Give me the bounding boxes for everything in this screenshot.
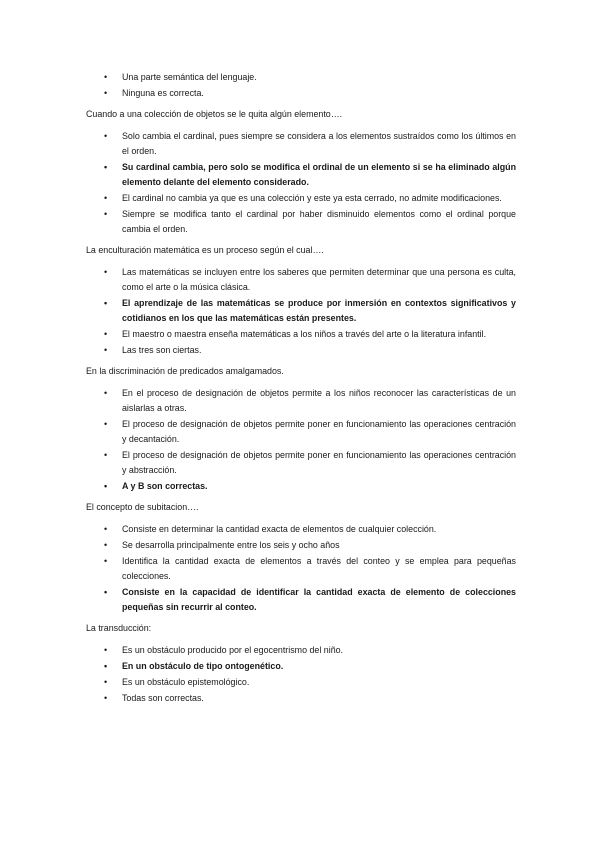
answer-option — [86, 296, 516, 326]
answer-option-text: Solo cambia el cardinal, pues siempre se considera a los elementos sustraídos como los últimos en el orden. — [122, 131, 516, 156]
question-prompt: Cuando a una colección de objetos se le quita algún elemento…. — [86, 109, 343, 119]
bullet-icon: • — [104, 131, 108, 141]
answer-option-text: Siempre se modifica tanto el cardinal por haber disminuido elementos como el ordinal porque cambia el orden. — [122, 209, 516, 234]
bullet-icon: • — [104, 645, 108, 655]
answer-list — [86, 522, 516, 615]
answer-option — [86, 343, 516, 358]
answer-option-text: El cardinal no cambia ya que es una colección y este ya esta cerrado, no admite modificaciones. — [122, 193, 502, 203]
bullet-icon: • — [104, 298, 108, 308]
answer-option-text: El proceso de designación de objetos permite poner en funcionamiento las operaciones centración y abstracción. — [122, 450, 516, 475]
question-prompt: La transducción: — [86, 623, 152, 633]
bullet-icon: • — [104, 481, 108, 491]
bullet-icon: • — [104, 162, 108, 172]
answer-option — [86, 327, 516, 342]
answer-option-text: Es un obstáculo epistemológico. — [122, 677, 250, 687]
answer-option-text: Identifica la cantidad exacta de elementos a través del conteo y se emplea para pequeñas colecciones. — [122, 556, 516, 581]
answer-option — [86, 448, 516, 478]
answer-option-text: Las tres son ciertas. — [122, 345, 202, 355]
answer-option-text: Consiste en la capacidad de identificar la cantidad exacta de elemento de colecciones pequeñas sin recurrir al conteo. — [122, 587, 516, 612]
answer-option-text: Es un obstáculo producido por el egocentrismo del niño. — [122, 645, 344, 655]
answer-list — [86, 265, 516, 358]
answer-option — [86, 417, 516, 447]
answer-list — [86, 129, 516, 237]
bullet-icon: • — [104, 556, 108, 566]
bullet-icon: • — [104, 587, 108, 597]
answer-option — [86, 70, 516, 85]
answer-option-text: A y B son correctas. — [122, 481, 208, 491]
bullet-icon: • — [104, 677, 108, 687]
bullet-icon: • — [104, 193, 108, 203]
answer-option-text: Las matemáticas se incluyen entre los saberes que permiten determinar que una persona es culta, como el arte o la música clásica. — [122, 267, 516, 292]
answer-option-text: En un obstáculo de tipo ontogenético. — [122, 661, 284, 671]
bullet-icon: • — [104, 88, 108, 98]
bullet-icon: • — [104, 524, 108, 534]
answer-option — [86, 129, 516, 159]
answer-option-text: Se desarrolla principalmente entre los seis y ocho años — [122, 540, 340, 550]
answer-option-text: El maestro o maestra enseña matemáticas a los niños a través del arte o la literatura infantil. — [122, 329, 487, 339]
document-content — [86, 70, 516, 707]
answer-option — [86, 585, 516, 615]
bullet-icon: • — [104, 450, 108, 460]
answer-option — [86, 643, 516, 658]
question-prompt: El concepto de subitacion…. — [86, 502, 199, 512]
answer-list — [86, 643, 516, 706]
bullet-icon: • — [104, 540, 108, 550]
answer-option — [86, 265, 516, 295]
answer-option-text: El aprendizaje de las matemáticas se produce por inmersión en contextos significativos y cotidianos en los que las matemáticas están presentes. — [122, 298, 516, 323]
answer-option — [86, 522, 516, 537]
answer-option-text: Ninguna es correcta. — [122, 88, 204, 98]
answer-option — [86, 191, 516, 206]
answer-option — [86, 160, 516, 190]
answer-option-text: Todas son correctas. — [122, 693, 204, 703]
answer-list — [86, 70, 516, 101]
answer-option-text: En el proceso de designación de objetos permite a los niños reconocer las características de un aislarlas a otras. — [122, 388, 516, 413]
answer-option-text: Una parte semántica del lenguaje. — [122, 72, 257, 82]
answer-option — [86, 86, 516, 101]
question-prompt: En la discriminación de predicados amalgamados. — [86, 366, 284, 376]
answer-option — [86, 538, 516, 553]
answer-option — [86, 479, 516, 494]
bullet-icon: • — [104, 419, 108, 429]
bullet-icon: • — [104, 693, 108, 703]
answer-option-text: Consiste en determinar la cantidad exacta de elementos de cualquier colección. — [122, 524, 437, 534]
bullet-icon: • — [104, 345, 108, 355]
bullet-icon: • — [104, 388, 108, 398]
answer-option — [86, 554, 516, 584]
bullet-icon: • — [104, 267, 108, 277]
bullet-icon: • — [104, 329, 108, 339]
answer-option — [86, 659, 516, 674]
answer-option-text: El proceso de designación de objetos permite poner en funcionamiento las operaciones centración y decantación. — [122, 419, 516, 444]
bullet-icon: • — [104, 72, 108, 82]
answer-option — [86, 675, 516, 690]
answer-option — [86, 691, 516, 706]
bullet-icon: • — [104, 661, 108, 671]
answer-option — [86, 207, 516, 237]
question-prompt: La enculturación matemática es un proceso según el cual…. — [86, 245, 324, 255]
answer-option — [86, 386, 516, 416]
answer-option-text: Su cardinal cambia, pero solo se modifica el ordinal de un elemento si se ha eliminado algún elemento delante del elemento considerado. — [122, 162, 516, 187]
answer-list — [86, 386, 516, 494]
bullet-icon: • — [104, 209, 108, 219]
